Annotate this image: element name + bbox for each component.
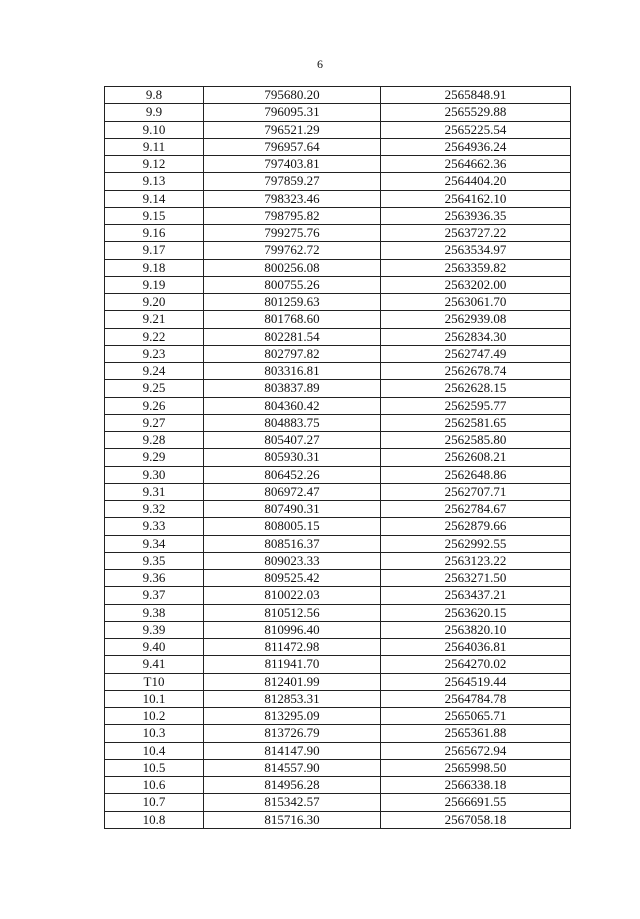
point-id-cell: 9.41 xyxy=(105,656,204,673)
x-coordinate-cell: 810512.56 xyxy=(204,604,381,621)
y-coordinate-cell: 2563534.97 xyxy=(381,242,571,259)
x-coordinate-cell: 815716.30 xyxy=(204,811,381,828)
point-id-cell: 9.12 xyxy=(105,156,204,173)
table-row xyxy=(105,604,571,621)
y-coordinate-cell: 2565998.50 xyxy=(381,759,571,776)
point-id-cell: 10.6 xyxy=(105,777,204,794)
table-row xyxy=(105,138,571,155)
table-row xyxy=(105,483,571,500)
table-row xyxy=(105,225,571,242)
x-coordinate-cell: 812401.99 xyxy=(204,673,381,690)
x-coordinate-cell: 801259.63 xyxy=(204,294,381,311)
point-id-cell: 9.9 xyxy=(105,104,204,121)
table-row xyxy=(105,121,571,138)
y-coordinate-cell: 2562939.08 xyxy=(381,311,571,328)
table-row xyxy=(105,294,571,311)
point-id-cell: 9.14 xyxy=(105,190,204,207)
table-row xyxy=(105,432,571,449)
y-coordinate-cell: 2562585.80 xyxy=(381,432,571,449)
x-coordinate-cell: 809525.42 xyxy=(204,570,381,587)
table-row xyxy=(105,639,571,656)
table-row xyxy=(105,466,571,483)
y-coordinate-cell: 2566338.18 xyxy=(381,777,571,794)
y-coordinate-cell: 2562678.74 xyxy=(381,363,571,380)
point-id-cell: 9.32 xyxy=(105,501,204,518)
point-id-cell: 9.35 xyxy=(105,552,204,569)
point-id-cell: 9.27 xyxy=(105,414,204,431)
x-coordinate-cell: 796095.31 xyxy=(204,104,381,121)
point-id-cell: 9.39 xyxy=(105,621,204,638)
y-coordinate-cell: 2564662.36 xyxy=(381,156,571,173)
point-id-cell: 9.10 xyxy=(105,121,204,138)
x-coordinate-cell: 807490.31 xyxy=(204,501,381,518)
point-id-cell: 9.38 xyxy=(105,604,204,621)
y-coordinate-cell: 2566691.55 xyxy=(381,794,571,811)
point-id-cell: 10.4 xyxy=(105,742,204,759)
point-id-cell: 10.8 xyxy=(105,811,204,828)
y-coordinate-cell: 2562784.67 xyxy=(381,501,571,518)
page-number: 6 xyxy=(317,57,323,71)
table-row xyxy=(105,656,571,673)
x-coordinate-cell: 815342.57 xyxy=(204,794,381,811)
table-row xyxy=(105,725,571,742)
x-coordinate-cell: 810022.03 xyxy=(204,587,381,604)
point-id-cell: 9.40 xyxy=(105,639,204,656)
coordinates-table-body xyxy=(105,87,571,829)
x-coordinate-cell: 796957.64 xyxy=(204,138,381,155)
y-coordinate-cell: 2563936.35 xyxy=(381,207,571,224)
table-row xyxy=(105,587,571,604)
y-coordinate-cell: 2564036.81 xyxy=(381,639,571,656)
point-id-cell: 9.30 xyxy=(105,466,204,483)
point-id-cell: 9.33 xyxy=(105,518,204,535)
point-id-cell: 9.34 xyxy=(105,535,204,552)
table-row xyxy=(105,690,571,707)
point-id-cell: 10.2 xyxy=(105,708,204,725)
y-coordinate-cell: 2564404.20 xyxy=(381,173,571,190)
x-coordinate-cell: 812853.31 xyxy=(204,690,381,707)
y-coordinate-cell: 2562648.86 xyxy=(381,466,571,483)
point-id-cell: 10.3 xyxy=(105,725,204,742)
y-coordinate-cell: 2567058.18 xyxy=(381,811,571,828)
x-coordinate-cell: 814557.90 xyxy=(204,759,381,776)
table-row xyxy=(105,449,571,466)
x-coordinate-cell: 805930.31 xyxy=(204,449,381,466)
y-coordinate-cell: 2563202.00 xyxy=(381,276,571,293)
table-row xyxy=(105,535,571,552)
point-id-cell: 9.28 xyxy=(105,432,204,449)
table-row xyxy=(105,777,571,794)
x-coordinate-cell: 798323.46 xyxy=(204,190,381,207)
x-coordinate-cell: 804883.75 xyxy=(204,414,381,431)
point-id-cell: 9.31 xyxy=(105,483,204,500)
y-coordinate-cell: 2562581.65 xyxy=(381,414,571,431)
x-coordinate-cell: 802281.54 xyxy=(204,328,381,345)
y-coordinate-cell: 2563271.50 xyxy=(381,570,571,587)
table-row xyxy=(105,345,571,362)
x-coordinate-cell: 797859.27 xyxy=(204,173,381,190)
table-row xyxy=(105,518,571,535)
point-id-cell: 9.23 xyxy=(105,345,204,362)
table-row xyxy=(105,380,571,397)
table-row xyxy=(105,708,571,725)
table-row xyxy=(105,811,571,828)
x-coordinate-cell: 808516.37 xyxy=(204,535,381,552)
table-row xyxy=(105,759,571,776)
point-id-cell: 10.5 xyxy=(105,759,204,776)
x-coordinate-cell: 810996.40 xyxy=(204,621,381,638)
point-id-cell: 9.20 xyxy=(105,294,204,311)
y-coordinate-cell: 2564519.44 xyxy=(381,673,571,690)
y-coordinate-cell: 2562879.66 xyxy=(381,518,571,535)
x-coordinate-cell: 801768.60 xyxy=(204,311,381,328)
x-coordinate-cell: 804360.42 xyxy=(204,397,381,414)
table-row xyxy=(105,104,571,121)
y-coordinate-cell: 2565065.71 xyxy=(381,708,571,725)
y-coordinate-cell: 2563359.82 xyxy=(381,259,571,276)
x-coordinate-cell: 806972.47 xyxy=(204,483,381,500)
table-row xyxy=(105,742,571,759)
point-id-cell: T10 xyxy=(105,673,204,690)
y-coordinate-cell: 2564936.24 xyxy=(381,138,571,155)
point-id-cell: 9.21 xyxy=(105,311,204,328)
table-row xyxy=(105,87,571,104)
point-id-cell: 9.22 xyxy=(105,328,204,345)
point-id-cell: 10.1 xyxy=(105,690,204,707)
x-coordinate-cell: 800755.26 xyxy=(204,276,381,293)
x-coordinate-cell: 799275.76 xyxy=(204,225,381,242)
y-coordinate-cell: 2563437.21 xyxy=(381,587,571,604)
y-coordinate-cell: 2562747.49 xyxy=(381,345,571,362)
point-id-cell: 9.13 xyxy=(105,173,204,190)
x-coordinate-cell: 803837.89 xyxy=(204,380,381,397)
point-id-cell: 9.15 xyxy=(105,207,204,224)
x-coordinate-cell: 798795.82 xyxy=(204,207,381,224)
table-row xyxy=(105,173,571,190)
x-coordinate-cell: 809023.33 xyxy=(204,552,381,569)
y-coordinate-cell: 2562834.30 xyxy=(381,328,571,345)
y-coordinate-cell: 2562628.15 xyxy=(381,380,571,397)
point-id-cell: 9.29 xyxy=(105,449,204,466)
x-coordinate-cell: 813726.79 xyxy=(204,725,381,742)
x-coordinate-cell: 811472.98 xyxy=(204,639,381,656)
table-row xyxy=(105,156,571,173)
table-row xyxy=(105,552,571,569)
x-coordinate-cell: 796521.29 xyxy=(204,121,381,138)
table-row xyxy=(105,673,571,690)
y-coordinate-cell: 2565225.54 xyxy=(381,121,571,138)
y-coordinate-cell: 2565672.94 xyxy=(381,742,571,759)
table-row xyxy=(105,414,571,431)
y-coordinate-cell: 2564162.10 xyxy=(381,190,571,207)
y-coordinate-cell: 2564270.02 xyxy=(381,656,571,673)
point-id-cell: 9.19 xyxy=(105,276,204,293)
table-row xyxy=(105,276,571,293)
table-row xyxy=(105,242,571,259)
x-coordinate-cell: 808005.15 xyxy=(204,518,381,535)
point-id-cell: 9.18 xyxy=(105,259,204,276)
x-coordinate-cell: 813295.09 xyxy=(204,708,381,725)
y-coordinate-cell: 2565529.88 xyxy=(381,104,571,121)
table-row xyxy=(105,259,571,276)
table-row xyxy=(105,328,571,345)
table-row xyxy=(105,363,571,380)
table-row xyxy=(105,570,571,587)
table-row xyxy=(105,794,571,811)
point-id-cell: 9.17 xyxy=(105,242,204,259)
y-coordinate-cell: 2562608.21 xyxy=(381,449,571,466)
y-coordinate-cell: 2562595.77 xyxy=(381,397,571,414)
y-coordinate-cell: 2565848.91 xyxy=(381,87,571,104)
table-row xyxy=(105,501,571,518)
table-row xyxy=(105,397,571,414)
point-id-cell: 9.37 xyxy=(105,587,204,604)
point-id-cell: 9.16 xyxy=(105,225,204,242)
point-id-cell: 9.25 xyxy=(105,380,204,397)
y-coordinate-cell: 2562992.55 xyxy=(381,535,571,552)
x-coordinate-cell: 795680.20 xyxy=(204,87,381,104)
y-coordinate-cell: 2563123.22 xyxy=(381,552,571,569)
x-coordinate-cell: 797403.81 xyxy=(204,156,381,173)
table-row xyxy=(105,311,571,328)
x-coordinate-cell: 814956.28 xyxy=(204,777,381,794)
x-coordinate-cell: 799762.72 xyxy=(204,242,381,259)
table-row xyxy=(105,621,571,638)
x-coordinate-cell: 803316.81 xyxy=(204,363,381,380)
y-coordinate-cell: 2563061.70 xyxy=(381,294,571,311)
x-coordinate-cell: 800256.08 xyxy=(204,259,381,276)
point-id-cell: 9.8 xyxy=(105,87,204,104)
point-id-cell: 9.11 xyxy=(105,138,204,155)
x-coordinate-cell: 805407.27 xyxy=(204,432,381,449)
table-row xyxy=(105,190,571,207)
y-coordinate-cell: 2562707.71 xyxy=(381,483,571,500)
y-coordinate-cell: 2564784.78 xyxy=(381,690,571,707)
coordinates-table xyxy=(104,86,571,829)
point-id-cell: 10.7 xyxy=(105,794,204,811)
point-id-cell: 9.36 xyxy=(105,570,204,587)
y-coordinate-cell: 2563727.22 xyxy=(381,225,571,242)
table-row xyxy=(105,207,571,224)
point-id-cell: 9.26 xyxy=(105,397,204,414)
x-coordinate-cell: 802797.82 xyxy=(204,345,381,362)
x-coordinate-cell: 811941.70 xyxy=(204,656,381,673)
x-coordinate-cell: 806452.26 xyxy=(204,466,381,483)
y-coordinate-cell: 2563620.15 xyxy=(381,604,571,621)
y-coordinate-cell: 2563820.10 xyxy=(381,621,571,638)
y-coordinate-cell: 2565361.88 xyxy=(381,725,571,742)
x-coordinate-cell: 814147.90 xyxy=(204,742,381,759)
point-id-cell: 9.24 xyxy=(105,363,204,380)
